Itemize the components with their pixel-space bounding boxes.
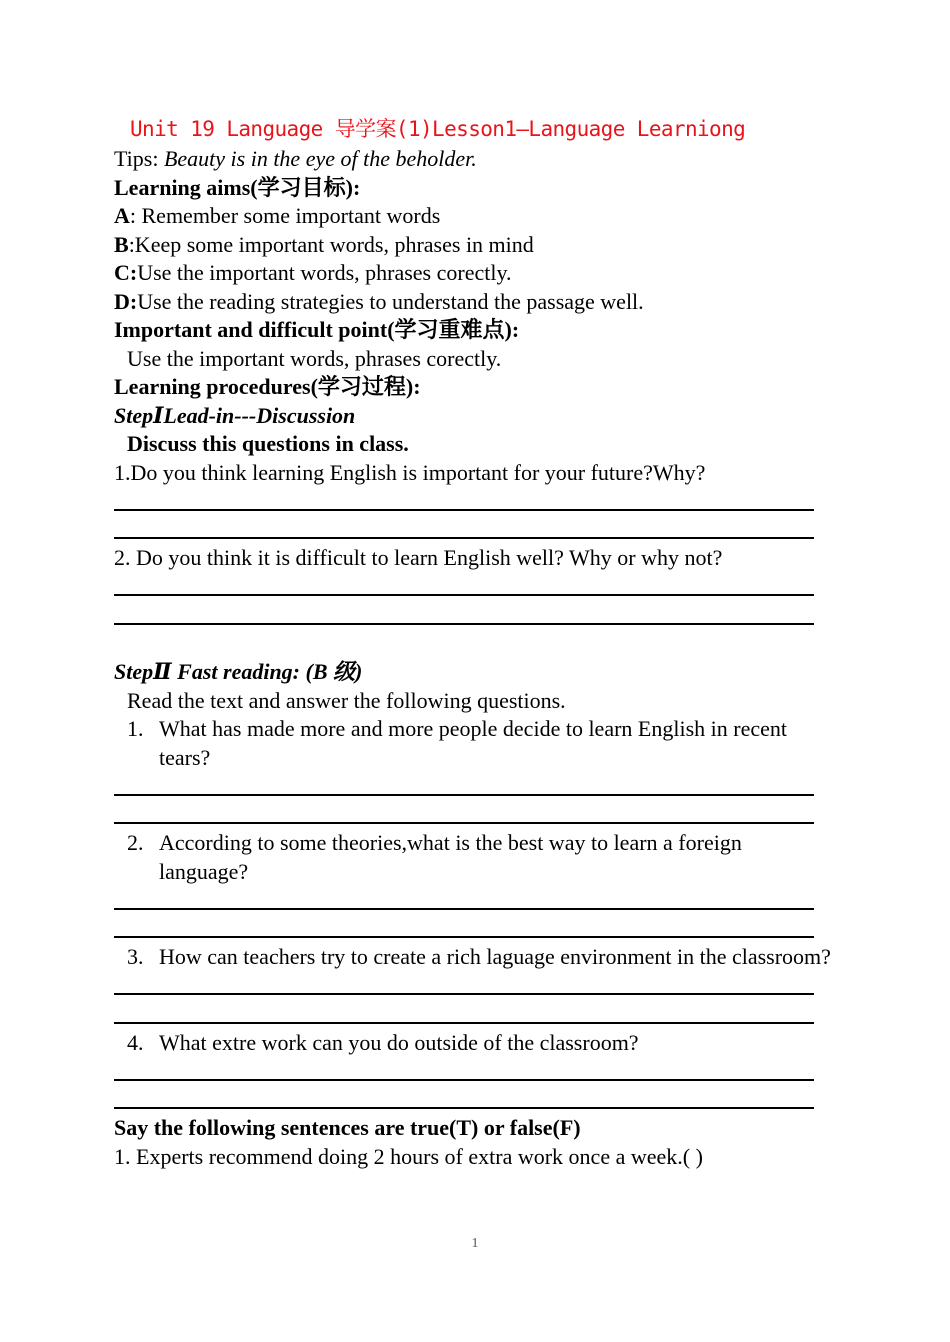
answer-line[interactable] [114,886,834,915]
question-text: How can teachers try to create a rich laguage environment in the classroom? [159,944,831,969]
true-false-heading: Say the following sentences are true(T) or false(F) [114,1115,581,1140]
answer-line[interactable] [114,573,834,602]
aim-key: D: [114,288,138,314]
question-text: According to some theories,what is the best way to learn a foreign language? [159,830,742,884]
spacer [114,630,834,659]
aim-item [114,259,834,288]
step2-question [114,715,834,772]
tips-label: Tips: [114,146,164,171]
answer-line[interactable] [114,772,834,801]
step1-question: 1.Do you think learning English is important for your future?Why? [114,459,706,485]
true-false-item: 1. Experts recommend doing 2 hours of extra work once a week.( ) [114,1143,703,1169]
answer-line[interactable] [114,1086,834,1115]
answer-line[interactable] [114,487,834,516]
aim-text: Use the reading strategies to understand the passage well. [137,288,644,314]
question-number: 1. [127,716,144,741]
key-point-text: Use the important words, phrases corectly. [127,345,502,371]
answer-line[interactable] [114,601,834,630]
step1-question: 2. Do you think it is difficult to learn English well? Why or why not? [114,545,723,570]
aim-item [114,231,834,260]
answer-line[interactable] [114,516,834,545]
aim-text: :Keep some important words, phrases in mind [128,231,534,257]
key-point-heading: Important and difficult point(学习重难点): [114,317,520,342]
step2-question [114,829,834,886]
step2-question [114,1029,834,1058]
answer-line[interactable] [114,972,834,1001]
document-title: Unit 19 Language 导学案(1)Lesson1—Language Learniong [130,117,746,141]
answer-line[interactable] [114,1000,834,1029]
tips-text: Beauty is in the eye of the beholder. [163,146,477,171]
aim-key: A [114,203,130,228]
procedures-heading: Learning procedures(学习过程): [114,374,421,399]
question-number: 2. [127,830,144,855]
aim-item [114,288,834,317]
answer-line[interactable] [114,1057,834,1086]
question-text: What has made more and more people decide to learn English in recent tears? [159,716,787,770]
step1-instruction: Discuss this questions in class. [127,431,409,456]
step2-heading: StepⅡ Fast reading: (B 级) [114,659,363,684]
answer-line[interactable] [114,801,834,830]
step2-instruction: Read the text and answer the following questions. [127,687,566,713]
aim-key: C: [114,260,138,285]
aim-text: : Remember some important words [129,203,441,228]
aim-text: Use the important words, phrases corectly. [137,260,512,285]
aims-heading: Learning aims(学习目标): [114,174,361,200]
question-number: 4. [127,1029,144,1055]
aim-item [114,202,834,231]
answer-line[interactable] [114,915,834,944]
question-number: 3. [127,944,144,969]
aim-key: B [114,231,129,257]
question-text: What extre work can you do outside of the classroom? [159,1029,639,1055]
document-page [114,114,834,1171]
step1-heading: StepⅠLead-in---Discussion [114,402,356,428]
tips-line [114,145,834,174]
page-number: 1 [471,1236,479,1251]
step2-question [114,943,834,972]
